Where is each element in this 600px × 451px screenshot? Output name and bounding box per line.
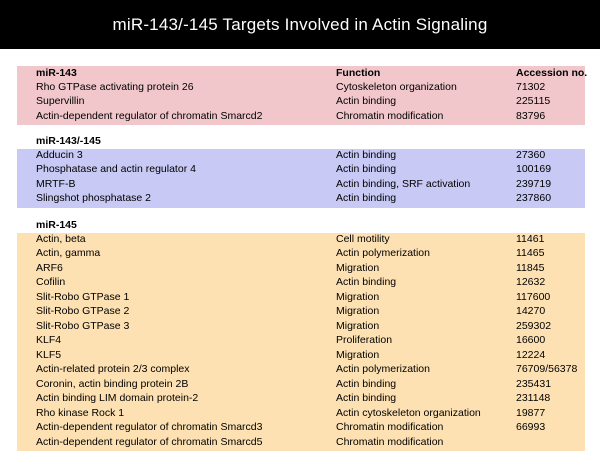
- target-function: Cytoskeleton organization: [336, 80, 457, 94]
- target-name: Actin-related protein 2/3 complex: [36, 362, 190, 376]
- accession-number: 235431: [516, 377, 551, 391]
- target-function: Actin binding: [336, 391, 396, 405]
- group-header-row: [17, 134, 585, 148]
- target-function: Migration: [336, 290, 379, 304]
- table-row: [17, 391, 585, 405]
- group-title: miR-143: [36, 66, 77, 80]
- target-name: KLF5: [36, 348, 61, 362]
- group-title: miR-145: [36, 218, 77, 232]
- target-name: Actin, beta: [36, 232, 86, 246]
- group-header-row: [17, 66, 585, 80]
- table-row: [17, 333, 585, 347]
- target-name: Cofilin: [36, 275, 65, 289]
- target-function: Migration: [336, 304, 379, 318]
- accession-number: 12224: [516, 348, 545, 362]
- table-row: [17, 162, 585, 176]
- group-title: miR-143/-145: [36, 134, 101, 148]
- table-row: [17, 80, 585, 94]
- accession-number: 11465: [516, 246, 544, 260]
- table-row: [17, 232, 585, 246]
- target-name: Actin, gamma: [36, 246, 100, 260]
- accession-number: 225115: [516, 94, 550, 108]
- target-name: Slit-Robo GTPase 3: [36, 319, 129, 333]
- table-row: [17, 290, 585, 304]
- target-function: Actin binding: [336, 162, 396, 176]
- table-row: [17, 377, 585, 391]
- target-function: Migration: [336, 261, 379, 275]
- table-row: [17, 148, 585, 162]
- accession-number: 83796: [516, 109, 545, 123]
- target-function: Chromatin modification: [336, 420, 443, 434]
- target-name: Slit-Robo GTPase 1: [36, 290, 129, 304]
- target-name: Slingshot phosphatase 2: [36, 191, 151, 205]
- table-row: [17, 94, 585, 108]
- table-row: [17, 191, 585, 205]
- target-name: Actin-dependent regulator of chromatin Smarcd5: [36, 435, 262, 449]
- table-row: [17, 246, 585, 260]
- accession-number: 100169: [516, 162, 551, 176]
- accession-number: 12632: [516, 275, 545, 289]
- accession-number: 16600: [516, 333, 545, 347]
- table-row: [17, 319, 585, 333]
- accession-number: 66993: [516, 420, 545, 434]
- target-name: Actin-dependent regulator of chromatin Smarcd3: [36, 420, 262, 434]
- accession-number: 14270: [516, 304, 545, 318]
- accession-number: 231148: [516, 391, 550, 405]
- table-row: [17, 275, 585, 289]
- accession-number: 239719: [516, 177, 551, 191]
- accession-number: 11461: [516, 232, 544, 246]
- table-row: [17, 348, 585, 362]
- accession-number: 259302: [516, 319, 551, 333]
- target-name: Phosphatase and actin regulator 4: [36, 162, 196, 176]
- target-name: KLF4: [36, 333, 61, 347]
- accession-number: 237860: [516, 191, 551, 205]
- table-row: [17, 109, 585, 123]
- target-function: Actin binding: [336, 94, 396, 108]
- target-name: Actin binding LIM domain protein-2: [36, 391, 198, 405]
- table-row: [17, 362, 585, 376]
- target-function: Proliferation: [336, 333, 392, 347]
- table-row: [17, 406, 585, 420]
- target-name: MRTF-B: [36, 177, 75, 191]
- function-column-header: Function: [336, 66, 380, 80]
- group-header-row: [17, 218, 585, 232]
- target-name: Actin-dependent regulator of chromatin Smarcd2: [36, 109, 262, 123]
- target-name: Adducin 3: [36, 148, 83, 162]
- target-function: Actin binding: [336, 148, 396, 162]
- table-row: [17, 420, 585, 434]
- table-row: [17, 304, 585, 318]
- target-function: Actin binding, SRF activation: [336, 177, 470, 191]
- page-title: [0, 0, 600, 49]
- target-function: Migration: [336, 319, 379, 333]
- target-name: Supervillin: [36, 94, 84, 108]
- accession-number: 117600: [516, 290, 550, 304]
- target-name: Coronin, actin binding protein 2B: [36, 377, 188, 391]
- target-function: Actin polymerization: [336, 362, 430, 376]
- page-title-text: miR-143/-145 Targets Involved in Actin Signaling: [113, 15, 488, 35]
- table-row: [17, 261, 585, 275]
- accession-number: 76709/56378: [516, 362, 577, 376]
- target-function: Actin cytoskeleton organization: [336, 406, 481, 420]
- target-function: Chromatin modification: [336, 109, 443, 123]
- target-function: Actin polymerization: [336, 246, 430, 260]
- accession-number: 11845: [516, 261, 544, 275]
- target-function: Chromatin modification: [336, 435, 443, 449]
- accession-number: 19877: [516, 406, 545, 420]
- target-function: Actin binding: [336, 275, 396, 289]
- target-name: Rho GTPase activating protein 26: [36, 80, 194, 94]
- target-name: Rho kinase Rock 1: [36, 406, 124, 420]
- target-function: Migration: [336, 348, 379, 362]
- accession-number: 71302: [516, 80, 545, 94]
- accession-number: 27360: [516, 148, 545, 162]
- target-function: Actin binding: [336, 377, 396, 391]
- table-row: [17, 177, 585, 191]
- accession-column-header: Accession no.: [516, 66, 587, 80]
- target-function: Actin binding: [336, 191, 396, 205]
- table-row: [17, 435, 585, 449]
- target-name: Slit-Robo GTPase 2: [36, 304, 129, 318]
- target-name: ARF6: [36, 261, 63, 275]
- target-function: Cell motility: [336, 232, 390, 246]
